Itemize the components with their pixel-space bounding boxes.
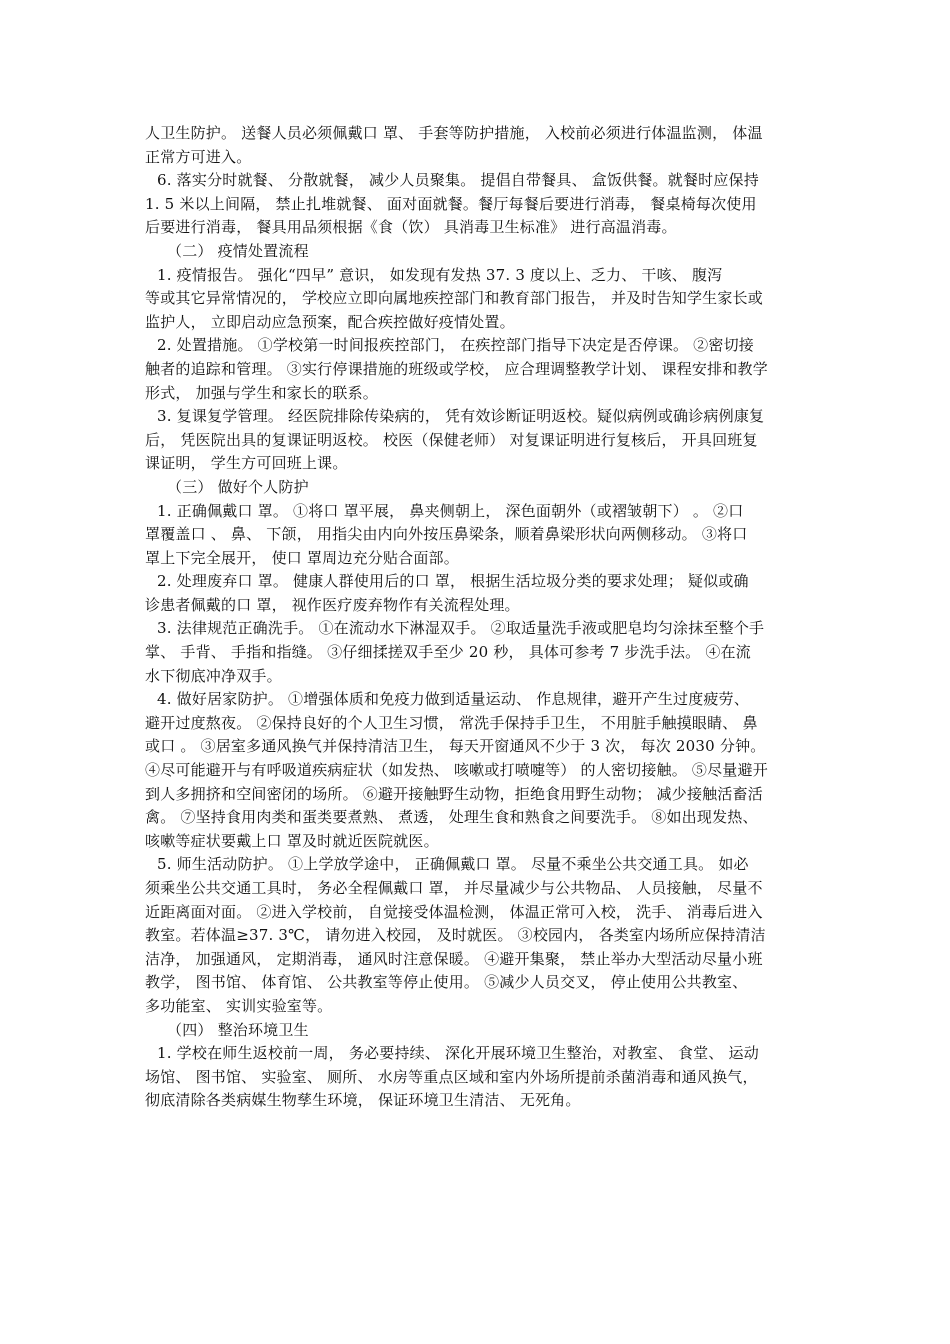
text-line: 5. 师生活动防护。 ①上学放学途中， 正确佩戴口 罩。 尽量不乘坐公共交通工具。 如必 [157, 855, 749, 874]
text-line: 或口 。 ③居室多通风换气并保持清洁卫生， 每天开窗通风不少于 3 次， 每次 2030 分钟。 [145, 737, 766, 756]
text-line: 4. 做好居家防护。 ①增强体质和免疫力做到适量运动、 作息规律，避开产生过度疲劳、 [157, 690, 750, 709]
document-page [145, 122, 813, 1113]
text-line: 1. 正确佩戴口 罩。 ①将口 罩平展， 鼻夹侧朝上， 深色面朝外（或褶皱朝下） 。 ②口 [157, 501, 744, 520]
text-line: 课证明， 学生方可回班上课。 [145, 454, 348, 473]
text-line: 场馆、 图书馆、 实验室、 厕所、 水房等重点区域和室内外场所提前杀菌消毒和通风换气， [145, 1067, 758, 1086]
text-line: 须乘坐公共交通工具时， 务必全程佩戴口 罩， 并尽量减少与公共物品、 人员接触， 尽量不 [145, 879, 763, 897]
text-line: 1. 学校在师生返校前一周， 务必要持续、 深化开展环境卫生整治，对教室、 食堂、 运动 [157, 1044, 759, 1063]
text-line: 监护人， 立即启动应急预案，配合疾控做好疫情处置。 [145, 312, 515, 331]
text-line: 水下彻底冲净双手。 [145, 666, 282, 685]
text-line: 近距离面对面。 ②进入学校前， 自觉接受体温检测， 体温正常可入校， 洗手、 消毒后进入 [145, 902, 763, 921]
text-line: 等或其它异常情况的， 学校应立即向属地疾控部门和教育部门报告， 并及时告知学生家长或 [145, 289, 763, 308]
text-line: 多功能室、 实训实验室等。 [145, 996, 333, 1015]
text-line: 彻底清除各类病媒生物孳生环境， 保证环境卫生清洁、 无死角。 [145, 1091, 581, 1110]
text-line: 3. 法律规范正确洗手。 ①在流动水下淋湿双手。 ②取适量洗手液或肥皂均匀涂抹至整个手 [157, 619, 765, 638]
section-heading: （四） 整治环境卫生 [167, 1020, 309, 1039]
text-line: 触者的追踪和管理。 ③实行停课措施的班级或学校， 应合理调整教学计划、 课程安排和教学 [145, 359, 768, 378]
text-line: 罩上下完全展开， 使口 罩周边充分贴合面部。 [145, 548, 459, 567]
text-line: 诊患者佩戴的口 罩， 视作医疗废弃物作有关流程处理。 [145, 595, 520, 614]
text-line: 6. 落实分时就餐、 分散就餐， 减少人员聚集。 提倡自带餐具、 盒饭供餐。就餐时应保持 [157, 171, 759, 190]
text-line: 3. 复课复学管理。 经医院排除传染病的， 凭有效诊断证明返校。疑似病例或确诊病例康复 [157, 407, 765, 426]
text-line: 2. 处置措施。 ①学校第一时间报疾控部门， 在疾控部门指导下决定是否停课。 ②密切接 [157, 336, 754, 355]
text-line: 掌、 手背、 手指和指缝。 ③仔细揉搓双手至少 20 秒， 具体可参考 7 步洗手法。 ④在流 [145, 643, 751, 662]
text-line: 洁净， 加强通风， 定期消毒， 通风时注意保暖。 ④避开集聚， 禁止举办大型活动尽量小班 [145, 949, 763, 968]
text-line: 避开过度熬夜。 ②保持良好的个人卫生习惯， 常洗手保持手卫生， 不用脏手触摸眼睛、 鼻 [145, 713, 758, 732]
text-line: 1. 5 米以上间隔， 禁止扎堆就餐、 面对面就餐。餐厅每餐后要进行消毒， 餐桌椅每次使用 [145, 194, 757, 213]
text-line: 教室。若体温≥37. 3℃， 请勿进入校园， 及时就医。 ③校园内， 各类室内场所应保持清洁 [145, 926, 766, 945]
text-line: 人卫生防护。 送餐人员必须佩戴口 罩、 手套等防护措施， 入校前必须进行体温监测， 体温 [145, 124, 763, 142]
text-line: 正常方可进入。 [145, 147, 252, 166]
text-line: 禽。 ⑦坚持食用肉类和蛋类要煮熟、 煮透， 处理生食和熟食之间要洗手。 ⑧如出现发热、 [145, 808, 758, 827]
text-line: 1. 疫情报告。 强化“四早” 意识， 如发现有发热 37. 3 度以上、乏力、 干咳、 腹泻 [157, 265, 723, 284]
text-line: 形式， 加强与学生和家长的联系。 [145, 383, 378, 402]
section-heading: （三） 做好个人防护 [167, 477, 309, 496]
section-heading: （二） 疫情处置流程 [167, 241, 309, 260]
text-line: 后要进行消毒， 餐具用品须根据《食（饮） 具消毒卫生标准》 进行高温消毒。 [145, 218, 677, 237]
text-line: 咳嗽等症状要戴上口 罩及时就近医院就医。 [145, 831, 439, 850]
text-line: 2. 处理废弃口 罩。 健康人群使用后的口 罩， 根据生活垃圾分类的要求处理； 疑似或确 [157, 572, 749, 591]
text-line: 教学， 图书馆、 体育馆、 公共教室等停止使用。 ⑤减少人员交叉， 停止使用公共教室、 [145, 973, 748, 992]
text-line: 后， 凭医院出具的复课证明返校。 校医（保健老师） 对复课证明进行复核后， 开具回班复 [145, 430, 758, 449]
text-line: ④尽可能避开与有呼吸道疾病症状（如发热、 咳嗽或打喷嚏等） 的人密切接触。 ⑤尽量避开 [145, 761, 768, 780]
text-line: 罩覆盖口 、 鼻、 下颌， 用指尖由内向外按压鼻梁条，顺着鼻梁形状向两侧移动。 ③将口 [145, 525, 748, 544]
text-line: 到人多拥挤和空间密闭的场所。 ⑥避开接触野生动物，拒绝食用野生动物； 减少接触活畜活 [145, 784, 763, 803]
